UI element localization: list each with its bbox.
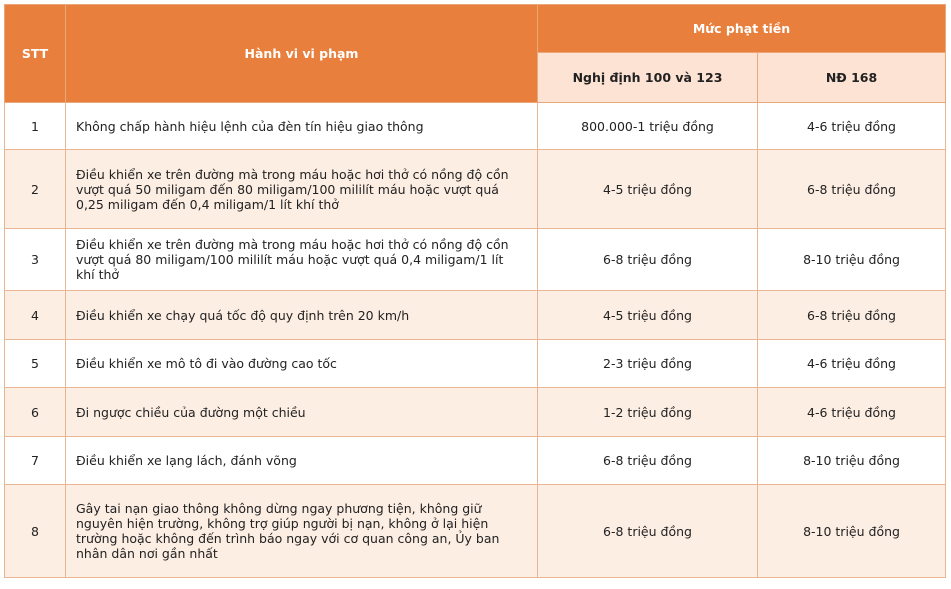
row-violation: Điều khiển xe mô tô đi vào đường cao tốc	[66, 340, 538, 388]
row-old-fine: 6-8 triệu đồng	[538, 485, 758, 578]
row-new-fine: 6-8 triệu đồng	[758, 291, 946, 340]
row-stt: 6	[5, 388, 66, 437]
row-stt: 1	[5, 103, 66, 150]
row-new-fine: 4-6 triệu đồng	[758, 103, 946, 150]
row-violation: Đi ngược chiều của đường một chiều	[66, 388, 538, 437]
table-row	[5, 340, 946, 388]
table-row	[5, 229, 946, 291]
row-stt: 3	[5, 229, 66, 291]
header-violation: Hành vi vi phạm	[66, 5, 538, 103]
table-row	[5, 150, 946, 229]
row-violation: Gây tai nạn giao thông không dừng ngay phương tiện, không giữ nguyên hiện trường, không trợ giúp người bị nạn, không ở lại hiện trường hoặc không đến trình báo ngay với cơ quan công an, Ủy ban nhân dân nơi gần nhất	[66, 485, 538, 578]
row-violation: Điều khiển xe lạng lách, đánh võng	[66, 437, 538, 485]
row-violation: Không chấp hành hiệu lệnh của đèn tín hiệu giao thông	[66, 103, 538, 150]
row-stt: 8	[5, 485, 66, 578]
table-row	[5, 437, 946, 485]
row-stt: 2	[5, 150, 66, 229]
row-violation: Điều khiển xe trên đường mà trong máu hoặc hơi thở có nồng độ cồn vượt quá 50 miligam đến 80 miligam/100 mililít máu hoặc vượt quá 0,25 miligam đến 0,4 miligam/1 lít khí thở	[66, 150, 538, 229]
row-new-fine: 8-10 triệu đồng	[758, 437, 946, 485]
row-old-fine: 1-2 triệu đồng	[538, 388, 758, 437]
row-new-fine: 4-6 triệu đồng	[758, 340, 946, 388]
row-stt: 4	[5, 291, 66, 340]
row-old-fine: 800.000-1 triệu đồng	[538, 103, 758, 150]
table-row	[5, 388, 946, 437]
row-new-fine: 8-10 triệu đồng	[758, 485, 946, 578]
row-old-fine: 4-5 triệu đồng	[538, 150, 758, 229]
table-row	[5, 291, 946, 340]
row-stt: 5	[5, 340, 66, 388]
row-violation: Điều khiển xe chạy quá tốc độ quy định trên 20 km/h	[66, 291, 538, 340]
row-new-fine: 8-10 triệu đồng	[758, 229, 946, 291]
row-old-fine: 4-5 triệu đồng	[538, 291, 758, 340]
table-row	[5, 103, 946, 150]
header-old-decree: Nghị định 100 và 123	[538, 53, 758, 103]
row-old-fine: 6-8 triệu đồng	[538, 437, 758, 485]
fines-comparison-table	[4, 4, 946, 578]
table-row	[5, 485, 946, 578]
header-fine-group: Mức phạt tiền	[538, 5, 946, 53]
row-violation: Điều khiển xe trên đường mà trong máu hoặc hơi thở có nồng độ cồn vượt quá 80 miligam/100 mililít máu hoặc vượt quá 0,4 miligam/1 lít khí thở	[66, 229, 538, 291]
row-new-fine: 4-6 triệu đồng	[758, 388, 946, 437]
row-old-fine: 2-3 triệu đồng	[538, 340, 758, 388]
header-stt: STT	[5, 5, 66, 103]
fines-table-container	[4, 4, 949, 578]
row-old-fine: 6-8 triệu đồng	[538, 229, 758, 291]
header-new-decree: NĐ 168	[758, 53, 946, 103]
row-stt: 7	[5, 437, 66, 485]
row-new-fine: 6-8 triệu đồng	[758, 150, 946, 229]
